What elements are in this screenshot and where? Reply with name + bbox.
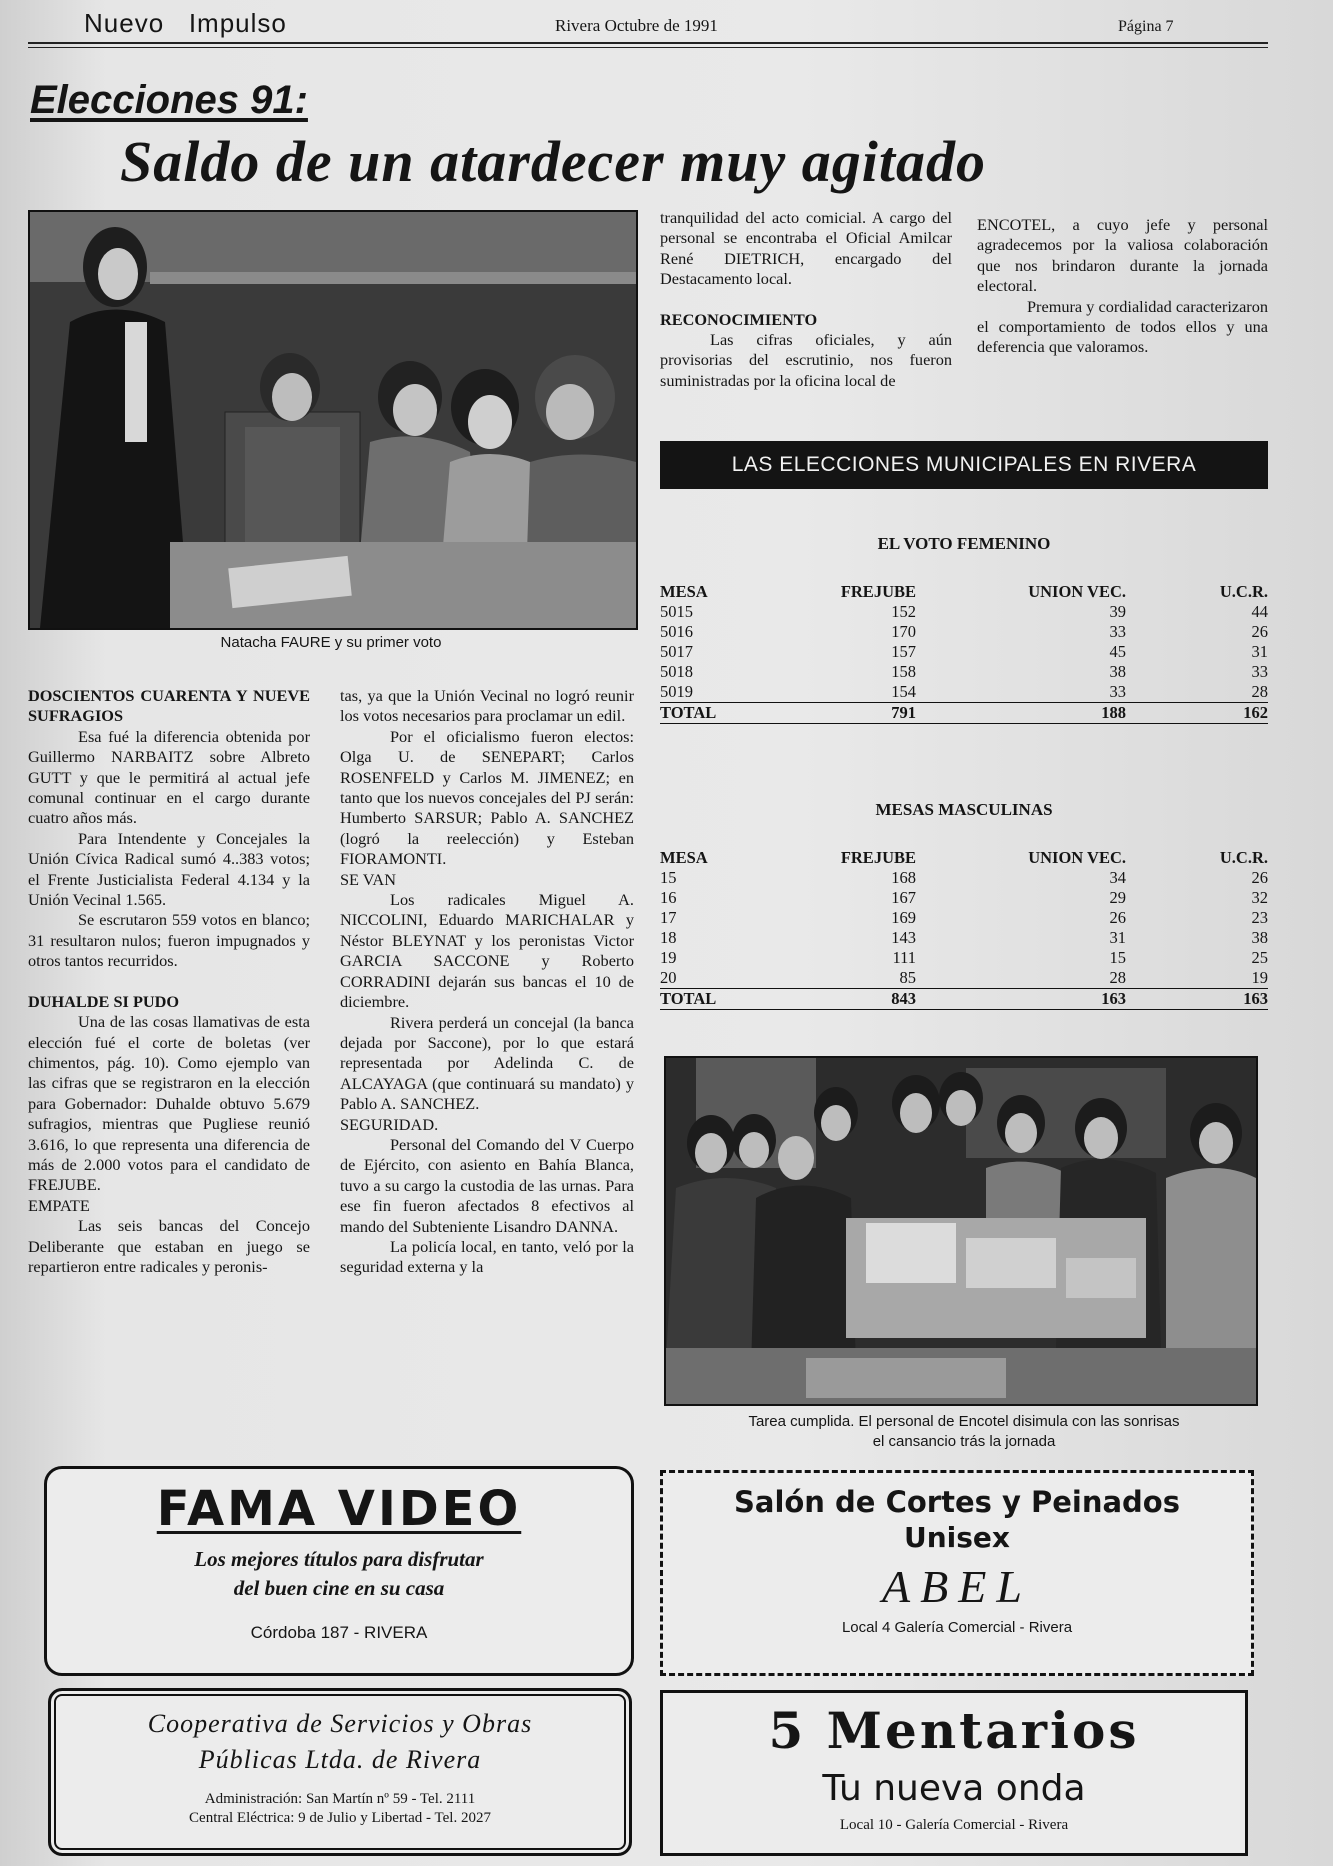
header-rule-thin	[28, 47, 1268, 48]
table-row	[660, 888, 1268, 908]
paragraph: La policía local, en tanto, veló por la seguridad externa y la	[340, 1236, 634, 1277]
paragraph: Las cifras oficiales, y aún provisorias del escrutinio, nos fueron suministradas por la oficina local de	[660, 330, 952, 390]
table-cell: 38	[1251, 928, 1268, 947]
table-cell: 31	[1251, 642, 1268, 661]
table-total-cell: 188	[916, 703, 1126, 724]
table-cell: 33	[1109, 682, 1126, 701]
paragraph: Por el oficialismo fueron electos: Olga U. de SENEPART; Carlos ROSENFELD y Carlos M. JIMENEZ; en tanto que los nuevos concejales del PJ serán: Humberto SARSUR; Pablo A. SANCHEZ (logró la reelección) y Esteban FIORAMONTI.	[340, 726, 634, 869]
article-column-2	[340, 686, 634, 1278]
mentarios-address: Local 10 - Galería Comercial - Rivera	[839, 1817, 1069, 1833]
column-header: MESA	[660, 582, 708, 601]
table-cell: 26	[1109, 908, 1126, 927]
paragraph-gap	[660, 290, 952, 310]
column-header: U.C.R.	[1219, 582, 1268, 601]
table-cell: 170	[891, 622, 916, 641]
subheading: DOSCIENTOS CUARENTA Y NUEVE SUFRAGIOS	[28, 686, 310, 726]
table-cell: 23	[1251, 908, 1268, 927]
salon-title-2: Unisex	[904, 1521, 1010, 1554]
table-total-cell: 843	[770, 989, 916, 1010]
voting-photo-image	[30, 212, 636, 628]
table-cell: 158	[891, 662, 916, 681]
paragraph: Esa fué la diferencia obtenida por Guillermo NARBAITZ sobre Albreto GUTT y que le permitirá al actual jefe comunal continuar en el cargo durante cuatro años más.	[28, 726, 310, 828]
table-cell: 44	[1251, 602, 1268, 621]
table-cell: 167	[891, 888, 916, 907]
table-total-cell: 162	[1126, 703, 1268, 724]
table-cell: 15	[1109, 948, 1126, 967]
table-total-row	[660, 989, 1268, 1010]
salon-abel-ad	[660, 1470, 1254, 1676]
table-row	[660, 968, 1268, 989]
table-cell: 18	[660, 928, 677, 947]
salon-title-1: Salón de Cortes y Peinados	[733, 1485, 1180, 1519]
staff-photo-caption	[660, 1412, 1268, 1452]
table-row	[660, 662, 1268, 682]
encotel-staff-photo	[664, 1056, 1258, 1406]
table-cell: 15	[660, 868, 677, 887]
column-header: FREJUBE	[840, 848, 916, 867]
paragraph: Rivera perderá un concejal (la banca dejada por Saccone), por lo que estará representada por Adelinda C. de ALCAYAGA (que continuará su mandato) y Pablo A. SANCHEZ.	[340, 1012, 634, 1114]
table-cell: 33	[1109, 622, 1126, 641]
paragraph: Las seis bancas del Concejo Deliberante que estaban en juego se repartieron entre radicales y peronis-	[28, 1216, 310, 1276]
results-banner: LAS ELECCIONES MUNICIPALES EN RIVERA	[660, 441, 1268, 489]
table-total-cell: 163	[916, 989, 1126, 1010]
table-cell: 111	[892, 948, 916, 967]
voting-photo	[28, 210, 638, 630]
table-row	[660, 622, 1268, 642]
table-cell: 157	[891, 642, 916, 661]
salon-name: ABEL	[882, 1561, 1032, 1612]
table-cell: 34	[1109, 868, 1126, 887]
fama-video-ad	[44, 1466, 634, 1676]
article-kicker: Elecciones 91:	[30, 78, 308, 122]
dateline: Rivera Octubre de 1991	[555, 16, 718, 35]
cooperativa-name-1: Cooperativa de Servicios y Obras	[147, 1709, 533, 1738]
table-row	[660, 908, 1268, 928]
staff-photo-caption-line-2: el cansancio trás la jornada	[872, 1433, 1056, 1450]
table-total-cell: TOTAL	[660, 989, 770, 1010]
table-cell: 19	[1251, 968, 1268, 987]
subheading: RECONOCIMIENTO	[660, 309, 818, 329]
fama-video-title: FAMA VIDEO	[156, 1481, 522, 1537]
subheading: EMPATE	[28, 1195, 90, 1215]
table-row	[660, 928, 1268, 948]
paragraph: tas, ya que la Unión Vecinal no logró reunir los votos necesarios para proclamar un edil.	[340, 686, 634, 726]
paragraph: ENCOTEL, a cuyo jefe y personal agradecemos por la valiosa colaboración que nos brindaron durante la jornada electoral.	[977, 215, 1268, 296]
column-header: MESA	[660, 848, 708, 867]
newspaper-name: Nuevo Impulso	[84, 8, 287, 38]
fama-video-address: Córdoba 187 - RIVERA	[250, 1623, 428, 1642]
table-cell: 20	[660, 968, 677, 987]
paragraph: Para Intendente y Concejales la Unión Cívica Radical sumó 4..383 votos; el Frente Justicialista Federal 4.134 y la Unión Vecinal 1.565.	[28, 828, 310, 910]
cooperativa-address-1: Administración: San Martín nº 59 - Tel. 2111	[204, 1791, 476, 1807]
paragraph: Premura y cordialidad caracterizaron el comportamiento de todos ellos y una deferencia que valoramos.	[977, 296, 1268, 357]
table-total-cell: 791	[770, 703, 916, 724]
column-header: FREJUBE	[840, 582, 916, 601]
table-cell: 169	[891, 908, 916, 927]
encotel-staff-photo-image	[666, 1058, 1256, 1404]
table-cell: 17	[660, 908, 677, 927]
table-cell: 25	[1251, 948, 1268, 967]
5-mentarios-ad	[660, 1690, 1248, 1856]
mentarios-subtitle: Tu nueva onda	[822, 1768, 1086, 1809]
table-cell: 5015	[660, 602, 693, 621]
table-cell: 26	[1251, 622, 1268, 641]
article-column-4	[977, 215, 1268, 358]
mentarios-title: 5 Mentarios	[768, 1701, 1140, 1760]
table-cell: 28	[1109, 968, 1126, 987]
table-cell: 5018	[660, 662, 693, 681]
article-column-3	[660, 208, 952, 391]
header-rule	[28, 42, 1268, 44]
table-row	[660, 682, 1268, 703]
table-cell: 19	[660, 948, 677, 967]
cooperativa-name-2: Públicas Ltda. de Rivera	[198, 1745, 482, 1774]
table-cell: 5016	[660, 622, 693, 641]
table-mesas-masculinas	[660, 848, 1268, 1010]
table-title-femenino: EL VOTO FEMENINO	[877, 534, 1051, 553]
article-headline: Saldo de un atardecer muy agitado	[120, 129, 986, 194]
paragraph: Se escrutaron 559 votos en blanco; 31 resultaron nulos; fueron impugnados y otros tantos recurridos.	[28, 910, 310, 971]
table-cell: 32	[1251, 888, 1268, 907]
table-total-cell: TOTAL	[660, 703, 770, 724]
cooperativa-address-2: Central Eléctrica: 9 de Julio y Libertad - Tel. 2027	[189, 1810, 491, 1826]
page-number: Página 7	[1118, 18, 1174, 35]
column-header: UNION VEC.	[1028, 582, 1126, 601]
table-cell: 45	[1109, 642, 1126, 661]
subheading: DUHALDE SI PUDO	[28, 991, 180, 1011]
photo-caption: Natacha FAURE y su primer voto	[220, 634, 442, 651]
table-cell: 38	[1109, 662, 1126, 681]
table-header-row	[660, 582, 1268, 602]
table-title-masculino: MESAS MASCULINAS	[875, 800, 1053, 819]
table-cell: 5017	[660, 642, 693, 661]
column-header: UNION VEC.	[1028, 848, 1126, 867]
table-cell: 152	[891, 602, 916, 621]
paragraph-gap	[28, 972, 310, 992]
article-column-1	[28, 686, 310, 1277]
table-row	[660, 642, 1268, 662]
table-cell: 33	[1251, 662, 1268, 681]
salon-address: Local 4 Galería Comercial - Rivera	[841, 1619, 1073, 1636]
paragraph: Los radicales Miguel A. NICCOLINI, Eduardo MARICHALAR y Néstor BLEYNAT y los peronistas Victor GARCIA SACCONE y Roberto CORRADINI dejarán sus bancas el 10 de diciembre.	[340, 890, 634, 1012]
table-cell: 28	[1251, 682, 1268, 701]
subheading: SE VAN	[340, 869, 396, 889]
table-cell: 31	[1109, 928, 1126, 947]
paragraph: Una de las cosas llamativas de esta elección fué el corte de boletas (ver chimentos, pág. 10). Como ejemplo van las cifras que se registraron en la elección para Gobernador: Duhalde obtuvo 5.679 sufragios, mientras que Pugliese reunió 3.616, lo que representa una diferencia de más de 2.000 votos para el candidato de FREJUBE.	[28, 1012, 310, 1195]
paragraph: tranquilidad del acto comicial. A cargo del personal se encontraba el Oficial Amilcar René DIETRICH, encargado del Destacamento local.	[660, 208, 952, 289]
table-cell: 16	[660, 888, 677, 907]
table-row	[660, 868, 1268, 888]
table-cell: 168	[891, 868, 916, 887]
table-cell: 26	[1251, 868, 1268, 887]
table-row	[660, 948, 1268, 968]
table-total-cell: 163	[1126, 989, 1268, 1010]
fama-video-slogan-1: Los mejores títulos para disfrutar	[194, 1547, 484, 1571]
table-header-row	[660, 848, 1268, 868]
table-cell: 5019	[660, 682, 693, 701]
table-cell: 85	[899, 968, 916, 987]
table-voto-femenino	[660, 582, 1268, 724]
table-total-row	[660, 703, 1268, 724]
table-row	[660, 602, 1268, 622]
cooperativa-ad	[48, 1688, 632, 1856]
staff-photo-caption-line-1: Tarea cumplida. El personal de Encotel disimula con las sonrisas	[748, 1413, 1180, 1430]
subheading: SEGURIDAD.	[340, 1114, 439, 1134]
table-cell: 39	[1109, 602, 1126, 621]
table-cell: 143	[891, 928, 916, 947]
paragraph: Personal del Comando del V Cuerpo de Ejército, con asiento en Bahía Blanca, tuvo a su cargo la custodia de las urnas. Para ese fin fueron afectados 8 efectivos al mando del Subteniente Lisandro DANNA.	[340, 1134, 634, 1236]
table-cell: 154	[891, 682, 916, 701]
column-header: U.C.R.	[1219, 848, 1268, 867]
table-cell: 29	[1109, 888, 1126, 907]
fama-video-slogan-2: del buen cine en su casa	[233, 1576, 445, 1600]
